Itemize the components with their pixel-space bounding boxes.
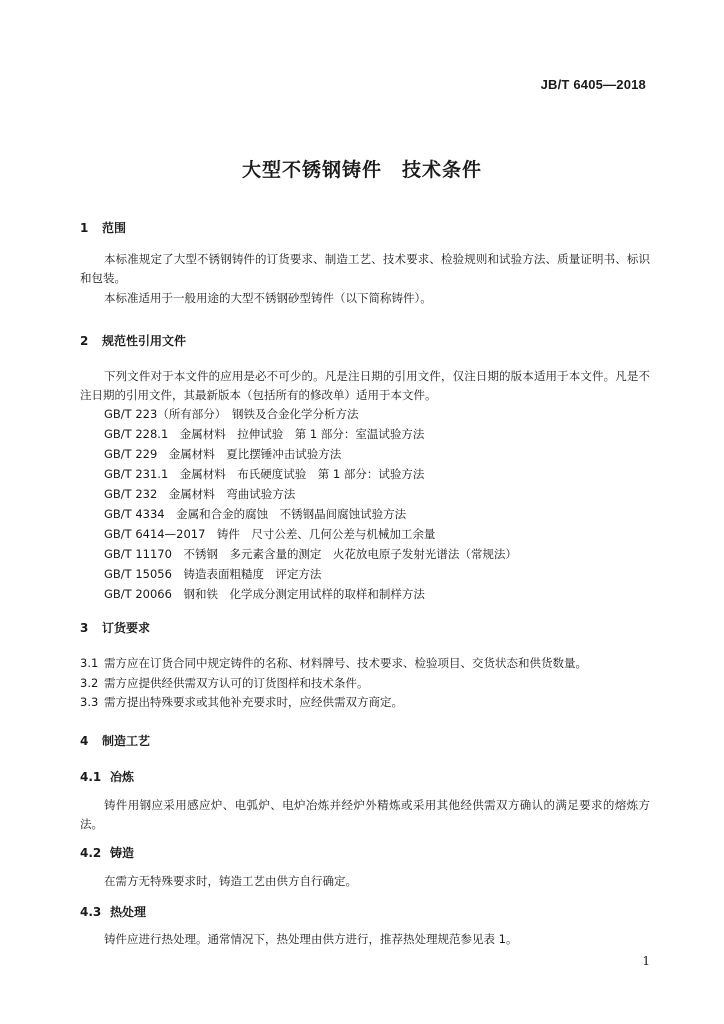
paragraph: 在需方无特殊要求时，铸造工艺由供方自行确定。 xyxy=(104,874,357,888)
paragraph: 铸件应进行热处理。通常情况下，热处理由供方进行，推荐热处理规范参见表 1。 xyxy=(104,932,518,946)
clause-text: 需方提出特殊要求或其他补充要求时，应经供需双方商定。 xyxy=(104,695,403,709)
subsection-4-3-heading xyxy=(80,903,146,920)
subsection-title: 铸造 xyxy=(110,846,135,860)
clause-number: 3.1 xyxy=(80,656,99,670)
reference-item: GB/T 229 金属材料 夏比摆锤冲击试验方法 xyxy=(104,447,342,461)
section-title: 规范性引用文件 xyxy=(102,334,187,348)
subsection-number: 4.2 xyxy=(80,846,102,860)
section-number: 4 xyxy=(80,734,89,748)
reference-item: GB/T 20066 钢和铁 化学成分测定用试样的取样和制样方法 xyxy=(104,587,425,601)
subsection-4-1-heading xyxy=(80,768,134,785)
section-1-heading xyxy=(80,219,126,236)
clause-number: 3.2 xyxy=(80,676,99,690)
reference-item: GB/T 11170 不锈钢 多元素含量的测定 火花放电原子发射光谱法（常规法） xyxy=(104,547,517,561)
subsection-4-2-heading xyxy=(80,844,134,861)
page-number: 1 xyxy=(642,954,650,968)
reference-item: GB/T 15056 铸造表面粗糙度 评定方法 xyxy=(104,567,322,581)
reference-item: GB/T 4334 金属和合金的腐蚀 不锈钢晶间腐蚀试验方法 xyxy=(104,507,407,521)
section-number: 2 xyxy=(80,334,89,348)
reference-item: GB/T 231.1 金属材料 布氏硬度试验 第 1 部分：试验方法 xyxy=(104,467,425,481)
clause-text: 需方应在订货合同中规定铸件的名称、材料牌号、技术要求、检验项目、交货状态和供货数量。 xyxy=(104,656,587,670)
standard-code: JB/T 6405—2018 xyxy=(540,77,646,92)
reference-item: GB/T 6414—2017 铸件 尺寸公差、几何公差与机械加工余量 xyxy=(104,527,436,541)
subsection-title: 冶炼 xyxy=(110,770,135,784)
subsection-number: 4.3 xyxy=(80,905,102,919)
section-number: 1 xyxy=(80,221,89,235)
section-title: 范围 xyxy=(102,221,127,235)
section-title: 订货要求 xyxy=(102,621,151,635)
clause-3-1 xyxy=(80,655,587,671)
section-number: 3 xyxy=(80,621,89,635)
paragraph: 本标准规定了大型不锈钢铸件的订货要求、制造工艺、技术要求、检验规则和试验方法、质量证明书、标识和包装。 xyxy=(80,252,650,285)
subsection-title: 热处理 xyxy=(110,905,147,919)
paragraph: 下列文件对于本文件的应用是必不可少的。凡是注日期的引用文件，仅注日期的版本适用于本文件。凡是不注日期的引用文件，其最新版本（包括所有的修改单）适用于本文件。 xyxy=(80,369,650,402)
reference-item: GB/T 232 金属材料 弯曲试验方法 xyxy=(104,487,296,501)
paragraph: 本标准适用于一般用途的大型不锈钢砂型铸件（以下简称铸件）。 xyxy=(104,291,432,305)
clause-text: 需方应提供经供需双方认可的订货图样和技术条件。 xyxy=(104,676,369,690)
reference-item: GB/T 228.1 金属材料 拉伸试验 第 1 部分：室温试验方法 xyxy=(104,427,425,441)
clause-number: 3.3 xyxy=(80,695,99,709)
document-title: 大型不锈钢铸件 技术条件 xyxy=(241,159,482,181)
reference-item: GB/T 223（所有部分） 钢铁及合金化学分析方法 xyxy=(104,407,359,421)
section-title: 制造工艺 xyxy=(102,734,151,748)
clause-3-2 xyxy=(80,675,369,691)
section-4-heading xyxy=(80,732,150,749)
clause-3-3 xyxy=(80,694,403,710)
paragraph: 铸件用钢应采用感应炉、电弧炉、电炉冶炼并经炉外精炼或采用其他经供需双方确认的满足要求的熔炼方法。 xyxy=(80,798,650,831)
section-3-heading xyxy=(80,619,150,636)
subsection-number: 4.1 xyxy=(80,770,102,784)
section-2-heading xyxy=(80,332,186,349)
